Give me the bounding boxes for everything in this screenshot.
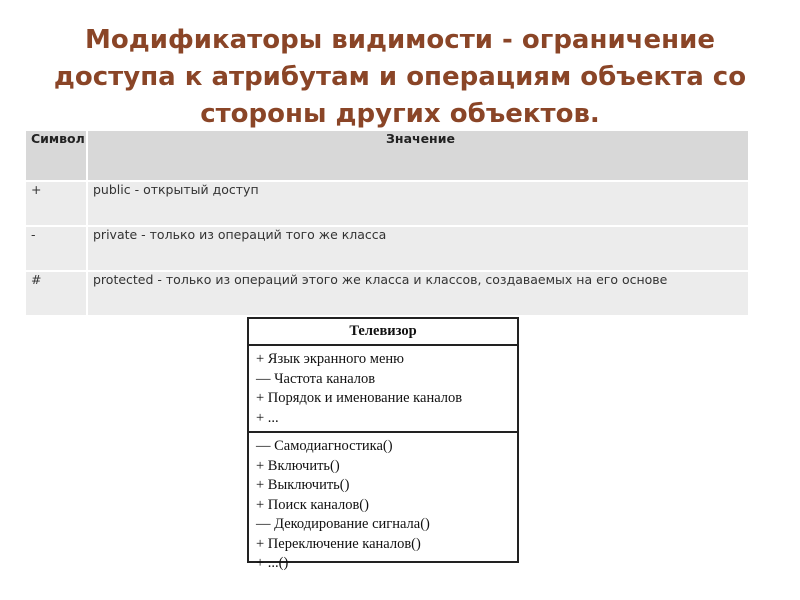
title-line-1: Модификаторы видимости - ограничение [85, 25, 715, 55]
uml-operation: + Выключить() [256, 477, 350, 493]
uml-attributes-section [249, 346, 517, 433]
cell-symbol: - [26, 225, 88, 270]
uml-operation: + Поиск каналов() [256, 496, 369, 513]
table-row [26, 225, 748, 270]
table-row [26, 270, 748, 315]
uml-attribute: — Частота каналов [256, 370, 376, 387]
header-meaning: Значение [88, 131, 748, 180]
cell-meaning: public - открытый доступ [88, 180, 748, 225]
uml-operations-section [249, 433, 517, 574]
table-row [26, 180, 748, 225]
visibility-modifiers-table [26, 131, 748, 315]
uml-operation: + Переключение каналов() [256, 535, 421, 552]
uml-operation: — Декодирование сигнала() [256, 516, 430, 532]
title-line-2: доступа к атрибутам и операциям объекта со [53, 62, 747, 92]
uml-class-box [247, 317, 519, 571]
table-header-row [26, 131, 748, 180]
uml-operation: + Включить() [256, 457, 340, 474]
uml-attribute: + Порядок и именование каналов [256, 390, 463, 406]
slide-title [20, 22, 780, 133]
cell-meaning: protected - только из операций этого же класса и классов, создаваемых на его основе [88, 270, 748, 315]
cell-symbol: # [26, 270, 88, 315]
uml-operation: + ...() [256, 555, 289, 571]
cell-meaning: private - только из операций того же класса [88, 225, 748, 270]
uml-operation: — Самодиагностика() [256, 438, 393, 454]
header-symbol: Символ [26, 131, 88, 180]
cell-symbol: + [26, 180, 88, 225]
uml-attribute: + Язык экранного меню [256, 351, 405, 367]
title-line-3: стороны других объектов. [200, 99, 600, 129]
uml-class-name: Телевизор [249, 319, 517, 346]
uml-attribute: + ... [256, 409, 279, 426]
